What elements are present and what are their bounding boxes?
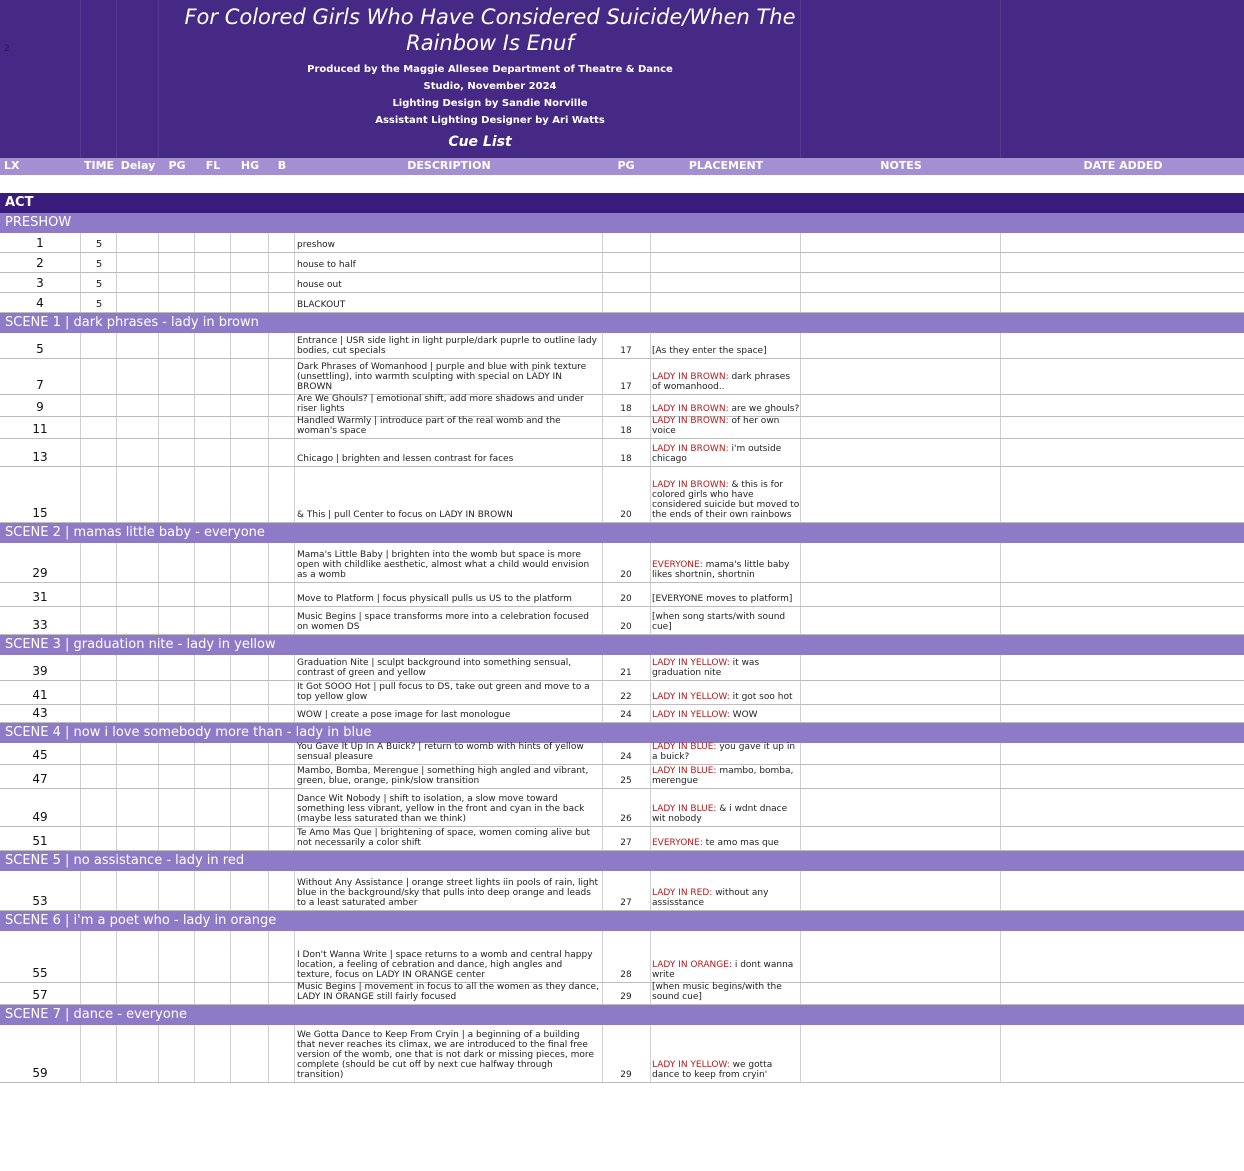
cue-number: 15: [32, 506, 48, 520]
cue-row[interactable]: [0, 233, 1244, 253]
cue-description: preshow: [297, 240, 336, 250]
col-placement[interactable]: PLACEMENT: [688, 159, 764, 172]
col-description[interactable]: DESCRIPTION: [407, 159, 491, 172]
cue-description: Mambo, Bomba, Merengue | something high angled and vibrant, green, blue, orange, pink/slow transition: [297, 766, 589, 786]
cue-description: You Gave It Up In A Buick? | return to womb with hints of yellow sensual pleasure: [297, 742, 584, 762]
col-b[interactable]: B: [277, 159, 287, 172]
cue-number: 7: [36, 378, 44, 392]
cue-page: 20: [620, 594, 632, 604]
produced-by: Produced by the Maggie Allesee Department of Theatre & Dance: [307, 64, 673, 75]
speaker-name: LADY IN YELLOW:: [652, 1060, 730, 1070]
scene-header: [0, 313, 1244, 333]
speaker-name: LADY IN BROWN:: [652, 480, 729, 490]
cue-row[interactable]: [0, 983, 1244, 1005]
placement-text: i'm outside chicago: [652, 444, 782, 464]
placement-text: & i wdnt dnace wit nobody: [652, 804, 788, 824]
cue-description: Music Begins | space transforms more into a celebration focused on women DS: [297, 612, 589, 632]
scene-header: [0, 635, 1244, 655]
placement-text: mambo, bomba, merengue: [652, 766, 794, 786]
cue-placement: [652, 612, 800, 632]
cue-number: 3: [36, 276, 44, 290]
cue-placement: [652, 480, 800, 520]
cue-description: Handled Warmly | introduce part of the real womb and the woman's space: [297, 416, 561, 436]
scene-header: [0, 851, 1244, 871]
cue-row[interactable]: [0, 293, 1244, 313]
cue-placement: [652, 594, 800, 604]
blank-row: [0, 175, 1244, 194]
cue-number: 4: [36, 296, 44, 310]
placement-text: you gave it up in a buick?: [652, 742, 796, 762]
cue-row[interactable]: [0, 359, 1244, 395]
cue-row[interactable]: [0, 827, 1244, 851]
cue-number: 1: [36, 236, 44, 250]
cue-page: 29: [620, 992, 632, 1002]
cue-placement: [652, 960, 800, 980]
cue-page: 18: [620, 454, 632, 464]
cue-description: Chicago | brighten and lessen contrast for faces: [297, 454, 514, 464]
placement-text: [As they enter the space]: [652, 346, 767, 356]
cue-placement: [652, 766, 800, 786]
col-pg2[interactable]: PG: [617, 159, 635, 172]
col-fl[interactable]: FL: [205, 159, 221, 172]
cue-number: 29: [32, 566, 48, 580]
cue-number: 33: [32, 618, 48, 632]
assistant-designer: Assistant Lighting Designer by Ari Watts: [375, 115, 605, 126]
cue-row[interactable]: [0, 395, 1244, 417]
cue-page: 24: [620, 752, 632, 762]
cue-page: 20: [620, 622, 632, 632]
cue-page: 20: [620, 510, 632, 520]
cue-page: 24: [620, 710, 632, 720]
scene-header: [0, 523, 1244, 543]
col-notes[interactable]: NOTES: [880, 159, 922, 172]
placement-text: i dont wanna write: [652, 960, 794, 980]
cue-row[interactable]: [0, 1025, 1244, 1083]
placement-text: without any assisstance: [652, 888, 769, 908]
cell-marker: 2: [4, 44, 10, 54]
cue-placement: [652, 416, 800, 436]
cue-row[interactable]: [0, 417, 1244, 439]
cue-description: house to half: [297, 260, 356, 270]
cue-placement: [652, 444, 800, 464]
cue-description: We Gotta Dance to Keep From Cryin | a beginning of a building that never reaches its climax, we are introduced to the final free version of the womb, one that is not dark or missing pieces, more complete (should be cut off by next cue halfway through transition): [297, 1030, 594, 1080]
cue-placement: [652, 888, 800, 908]
cue-description: Music Begins | movement in focus to all the women as they dance, LADY IN ORANGE still fairly focused: [297, 982, 599, 1002]
placement-text: te amo mas que: [702, 838, 779, 848]
cue-description: Mama's Little Baby | brighten into the womb but space is more open with childlike aesthetic, almost what a child would envision as a womb: [297, 550, 590, 580]
placement-text: are we ghouls?: [728, 404, 800, 414]
cue-page: 17: [620, 346, 632, 356]
show-title: [150, 4, 830, 56]
cue-description: Dark Phrases of Womanhood | purple and blue with pink texture (unsettling), into warmth sculpting with special on LADY IN BROWN: [297, 362, 587, 392]
placement-text: & this is for colored girls who have considered suicide but moved to the ends of their own rainbows: [652, 480, 800, 520]
scene-title: SCENE 3 | graduation nite - lady in yellow: [5, 637, 276, 652]
speaker-name: LADY IN BROWN:: [652, 372, 729, 382]
scene-title: SCENE 2 | mamas little baby - everyone: [5, 525, 265, 540]
cue-placement: [652, 1060, 800, 1080]
cue-row[interactable]: [0, 543, 1244, 583]
cue-number: 45: [32, 748, 48, 762]
cue-placement: [652, 838, 800, 848]
cue-description: Graduation Nite | sculpt background into something sensual, contrast of green and yellow: [297, 658, 572, 678]
venue-date: Studio, November 2024: [423, 81, 557, 92]
cue-page: 27: [620, 898, 632, 908]
cue-page: 26: [620, 814, 632, 824]
cue-row[interactable]: [0, 789, 1244, 827]
cue-number: 39: [32, 664, 48, 678]
scene-header: [0, 911, 1244, 931]
cue-placement: [652, 804, 800, 824]
cue-placement: [652, 346, 800, 356]
cue-description: Are We Ghouls? | emotional shift, add more shadows and under riser lights: [297, 394, 584, 414]
cue-page: 18: [620, 404, 632, 414]
cue-time: 5: [95, 239, 103, 250]
speaker-name: EVERYONE:: [652, 838, 703, 848]
placement-text: it was graduation nite: [652, 658, 760, 678]
speaker-name: LADY IN BLUE:: [652, 766, 717, 776]
cue-placement: [652, 404, 800, 414]
cue-number: 59: [32, 1066, 48, 1080]
cue-description: BLACKOUT: [297, 300, 346, 310]
cue-placement: [652, 560, 800, 580]
scene-header: [0, 1005, 1244, 1025]
cue-placement: [652, 692, 800, 702]
cue-page: 20: [620, 570, 632, 580]
cue-description: Without Any Assistance | orange street lights iin pools of rain, light blue in the background/sky that pulls into deep orange and leads to a least saturated amber: [297, 878, 598, 908]
speaker-name: LADY IN YELLOW:: [652, 710, 730, 720]
scene-title: SCENE 5 | no assistance - lady in red: [5, 853, 245, 868]
cue-number: 53: [32, 894, 48, 908]
show-title-line1: For Colored Girls Who Have Considered Suicide/When The: [184, 5, 796, 29]
scene-title: SCENE 1 | dark phrases - lady in brown: [5, 315, 259, 330]
cue-number: 2: [36, 256, 44, 270]
cue-time: 5: [95, 259, 103, 270]
cue-row[interactable]: [0, 743, 1244, 765]
cue-row[interactable]: [0, 333, 1244, 359]
cue-number: 47: [32, 772, 48, 786]
cue-placement: [652, 710, 800, 720]
col-time[interactable]: TIME: [83, 159, 115, 172]
cue-list-label: Cue List: [448, 134, 512, 150]
cue-description: I Don't Wanna Write | space returns to a womb and central happy location, a feeling of cebration and dance, high angles and texture, focus on LADY IN ORANGE center: [297, 950, 593, 980]
cue-row[interactable]: [0, 681, 1244, 705]
cue-page: 18: [620, 426, 632, 436]
cue-row[interactable]: [0, 871, 1244, 911]
cue-description: & This | pull Center to focus on LADY IN BROWN: [297, 510, 513, 520]
column-header-row: [0, 158, 1244, 175]
cue-row[interactable]: [0, 765, 1244, 789]
placement-text: we gotta dance to keep from cryin': [652, 1060, 773, 1080]
cue-number: 31: [32, 590, 48, 604]
speaker-name: LADY IN BROWN:: [652, 416, 729, 426]
col-delay[interactable]: Delay: [120, 159, 156, 172]
placement-text: mama's little baby likes shortnin, shortnin: [652, 560, 790, 580]
cue-number: 49: [32, 810, 48, 824]
cue-row[interactable]: [0, 607, 1244, 635]
act-row: [0, 193, 1244, 213]
cue-row[interactable]: [0, 439, 1244, 467]
speaker-name: LADY IN BLUE:: [652, 742, 717, 752]
cue-row[interactable]: [0, 583, 1244, 607]
cue-row[interactable]: [0, 467, 1244, 523]
placement-text: WOW: [729, 710, 758, 720]
cue-time: 5: [95, 279, 103, 290]
cue-description: house out: [297, 280, 342, 290]
scene-header: [0, 723, 1244, 743]
cue-page: 28: [620, 970, 632, 980]
speaker-name: LADY IN ORANGE:: [652, 960, 732, 970]
col-date-added[interactable]: DATE ADDED: [1083, 159, 1163, 172]
cue-number: 9: [36, 400, 44, 414]
cue-number: 51: [32, 834, 48, 848]
act-label: ACT: [5, 195, 34, 210]
placement-text: of her own voice: [652, 416, 780, 436]
placement-text: [when song starts/with sound cue]: [652, 612, 786, 632]
cue-description: Dance Wit Nobody | shift to isolation, a slow move toward something less vibrant, yellow in the front and cyan in the back (maybe less saturated than we think): [297, 794, 585, 824]
cue-page: 17: [620, 382, 632, 392]
speaker-name: LADY IN YELLOW:: [652, 692, 730, 702]
cue-page: 27: [620, 838, 632, 848]
cue-row[interactable]: [0, 253, 1244, 273]
cue-page: 29: [620, 1070, 632, 1080]
show-title-line2: Rainbow Is Enuf: [406, 31, 574, 55]
scene-title: SCENE 4 | now i love somebody more than - lady in blue: [5, 725, 372, 740]
cue-placement: [652, 742, 800, 762]
cue-number: 11: [32, 422, 48, 436]
cue-description: Entrance | USR side light in light purple/dark puprle to outline lady bodies, cut specials: [297, 336, 597, 356]
cue-number: 41: [32, 688, 48, 702]
col-lx[interactable]: LX: [4, 159, 20, 172]
cue-row[interactable]: [0, 655, 1244, 681]
cue-page: 25: [620, 776, 632, 786]
col-pg[interactable]: PG: [168, 159, 186, 172]
speaker-name: LADY IN BROWN:: [652, 444, 729, 454]
scene-title: PRESHOW: [5, 215, 72, 230]
speaker-name: EVERYONE:: [652, 560, 703, 570]
placement-text: [EVERYONE moves to platform]: [652, 594, 793, 604]
cue-row[interactable]: [0, 931, 1244, 983]
cue-page: 21: [620, 668, 632, 678]
lighting-designer: Lighting Design by Sandie Norville: [392, 98, 588, 109]
speaker-name: LADY IN BROWN:: [652, 404, 729, 414]
placement-text: [when music begins/with the sound cue]: [652, 982, 782, 1002]
scene-title: SCENE 7 | dance - everyone: [5, 1007, 188, 1022]
cue-number: 13: [32, 450, 48, 464]
speaker-name: LADY IN BLUE:: [652, 804, 717, 814]
cue-number: 43: [32, 706, 48, 720]
title-block: [0, 0, 1244, 159]
cue-placement: [652, 982, 800, 1002]
cue-row[interactable]: [0, 705, 1244, 723]
scene-header: [0, 213, 1244, 233]
cue-number: 55: [32, 966, 48, 980]
cue-description: WOW | create a pose image for last monologue: [297, 710, 511, 720]
speaker-name: LADY IN RED:: [652, 888, 713, 898]
cue-number: 5: [36, 342, 44, 356]
cue-row[interactable]: [0, 273, 1244, 293]
speaker-name: LADY IN YELLOW:: [652, 658, 730, 668]
cue-placement: [652, 658, 800, 678]
cue-description: Move to Platform | focus physicall pulls us US to the platform: [297, 594, 572, 604]
placement-text: dark phrases of womanhood..: [652, 372, 791, 392]
cue-description: It Got SOOO Hot | pull focus to DS, take out green and move to a top yellow glow: [297, 682, 590, 702]
cue-description: Te Amo Mas Que | brightening of space, women coming alive but not necessarily a color shift: [297, 828, 591, 848]
cue-time: 5: [95, 299, 103, 310]
cue-placement: [652, 372, 800, 392]
scene-title: SCENE 6 | i'm a poet who - lady in orange: [5, 913, 277, 928]
col-hg[interactable]: HG: [240, 159, 260, 172]
cue-number: 57: [32, 988, 48, 1002]
placement-text: it got soo hot: [729, 692, 793, 702]
cue-page: 22: [620, 692, 632, 702]
